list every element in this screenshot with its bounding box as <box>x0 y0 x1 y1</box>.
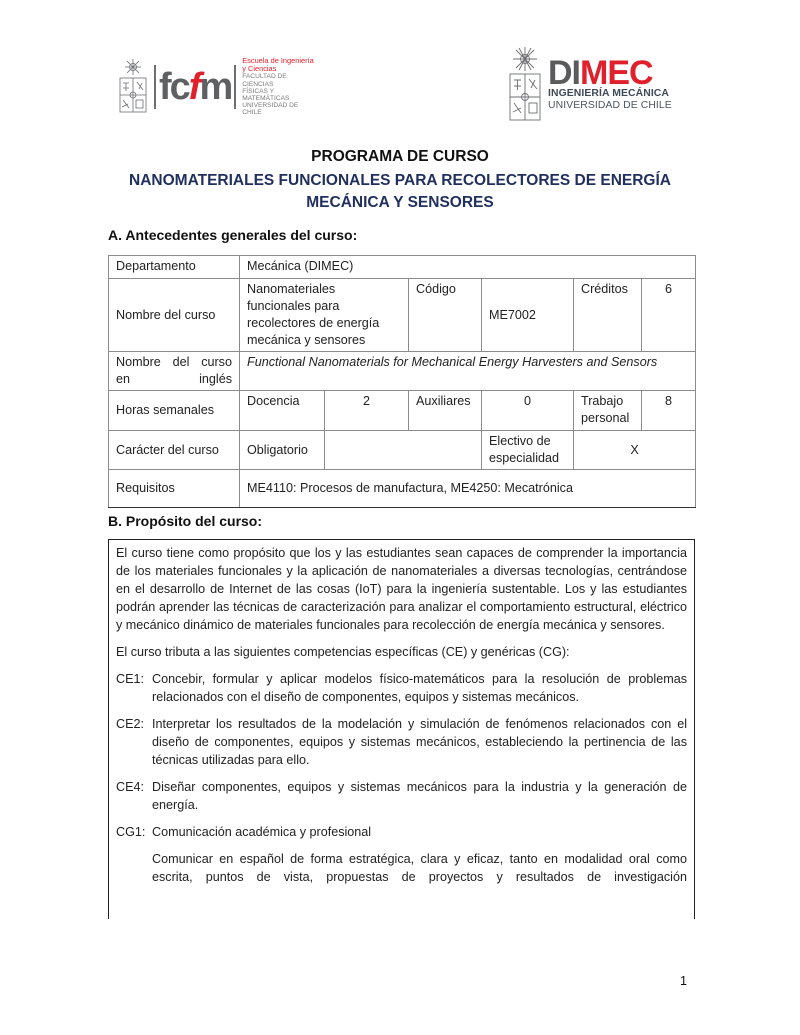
competency-ce1 <box>116 670 687 706</box>
purpose-intro: El curso tiene como propósito que los y las estudiantes sean capaces de comprender la importancia de los materiales funcionales y la aplicación de nanomateriales a diversas tecnologías, centrándose en el desarrollo de Internet de las cosas (IoT) para la ingeniería sustentable. Los y las estudiantes podrán aprender las técnicas de caracterización para analizar el comportamiento estructural, eléctrico y mecánico dinámico de materiales funcionales para recolección de energía mecánica y sensores. <box>116 546 687 632</box>
electivo-value: X <box>574 431 696 470</box>
codigo-label: Código <box>409 279 482 352</box>
trabajo-personal-label: Trabajo personal <box>574 391 642 431</box>
nombre-ingles-value: Functional Nanomaterials for Mechanical Energy Harvesters and Sensors <box>240 352 696 391</box>
competency-cg1 <box>116 823 687 841</box>
departamento-value: Mecánica (DIMEC) <box>240 256 696 279</box>
trabajo-personal-value: 8 <box>642 391 696 431</box>
competencies-intro: El curso tributa a las siguientes competencias específicas (CE) y genéricas (CG): <box>116 645 570 659</box>
competency-code: CE1: <box>116 672 144 686</box>
requisitos-value: ME4110: Procesos de manufactura, ME4250: Mecatrónica <box>240 470 696 508</box>
competency-code: CG1: <box>116 825 146 839</box>
requisitos-label: Requisitos <box>109 470 240 508</box>
creditos-value: 6 <box>642 279 696 352</box>
table-row <box>109 279 696 352</box>
table-row <box>109 431 696 470</box>
caracter-label: Carácter del curso <box>109 431 240 470</box>
auxiliares-value: 0 <box>482 391 574 431</box>
section-b-heading: B. Propósito del curso: <box>108 513 263 529</box>
competency-code: CE2: <box>116 717 144 731</box>
creditos-label: Créditos <box>574 279 642 352</box>
nombre-label: Nombre del curso <box>109 279 240 352</box>
section-a-heading: A. Antecedentes generales del curso: <box>108 227 358 243</box>
departamento-label: Departamento <box>109 256 240 279</box>
table-row <box>109 352 696 391</box>
fcfm-institution-text: Escuela de Ingeniería y Ciencias FACULTAD DE CIENCIAS FÍSICAS Y MATEMÁTICAS UNIVERSIDAD DE CHILE <box>242 56 314 117</box>
page-number: 1 <box>680 974 688 988</box>
university-crest-icon <box>508 46 542 124</box>
competency-ce2 <box>116 715 687 769</box>
dimec-subtitle: INGENIERÍA MECÁNICA <box>548 88 670 99</box>
docencia-label: Docencia <box>240 391 325 431</box>
dimec-logo <box>508 44 688 126</box>
competency-code: CE4: <box>116 780 144 794</box>
dimec-university: UNIVERSIDAD DE CHILE <box>548 100 672 111</box>
obligatorio-value <box>325 431 482 470</box>
competency-text: Comunicación académica y profesional <box>152 825 372 839</box>
fcfm-logo <box>118 56 318 118</box>
electivo-label: Electivo de especialidad <box>482 431 574 470</box>
competency-text: Interpretar los resultados de la modelación y simulación de fenómenos relacionados con el diseño de componentes, equipos y sistemas mecánicos, estableciendo la pertinencia de las técnicas utilizadas para ello. <box>152 717 687 767</box>
course-title: NANOMATERIALES FUNCIONALES PARA RECOLECTORES DE ENERGÍA MECÁNICA Y SENSORES <box>129 172 671 211</box>
horas-label: Horas semanales <box>109 391 240 431</box>
dimec-wordmark-block <box>548 54 672 112</box>
codigo-value: ME7002 <box>482 279 574 352</box>
competency-text: Concebir, formular y aplicar modelos físico-matemáticos para la resolución de problemas relacionados con el diseño de componentes, equipos y sistemas mecánicos. <box>152 672 687 704</box>
course-info-table <box>108 255 696 508</box>
dimec-wordmark: DIMEC <box>548 54 653 92</box>
nombre-ingles-label: Nombre del curso en inglés <box>109 352 240 391</box>
document-type-title: PROGRAMA DE CURSO <box>311 148 489 165</box>
fcfm-wordmark: fc f m <box>154 65 236 109</box>
table-row <box>109 470 696 508</box>
auxiliares-label: Auxiliares <box>409 391 482 431</box>
university-crest-icon <box>118 58 148 116</box>
cg1-description: Comunicar en español de forma estratégica, clara y eficaz, tanto en modalidad oral como escrita, puntos de vista, propuestas de proyectos y resultados de investigación <box>152 852 687 884</box>
docencia-value: 2 <box>325 391 409 431</box>
competency-ce4 <box>116 778 687 814</box>
purpose-box <box>108 539 695 919</box>
competency-text: Diseñar componentes, equipos y sistemas mecánicos para la industria y la generación de energía. <box>152 780 687 812</box>
table-row <box>109 256 696 279</box>
table-row <box>109 391 696 431</box>
obligatorio-label: Obligatorio <box>240 431 325 470</box>
nombre-value: Nanomateriales funcionales para recolectores de energía mecánica y sensores <box>240 279 409 352</box>
